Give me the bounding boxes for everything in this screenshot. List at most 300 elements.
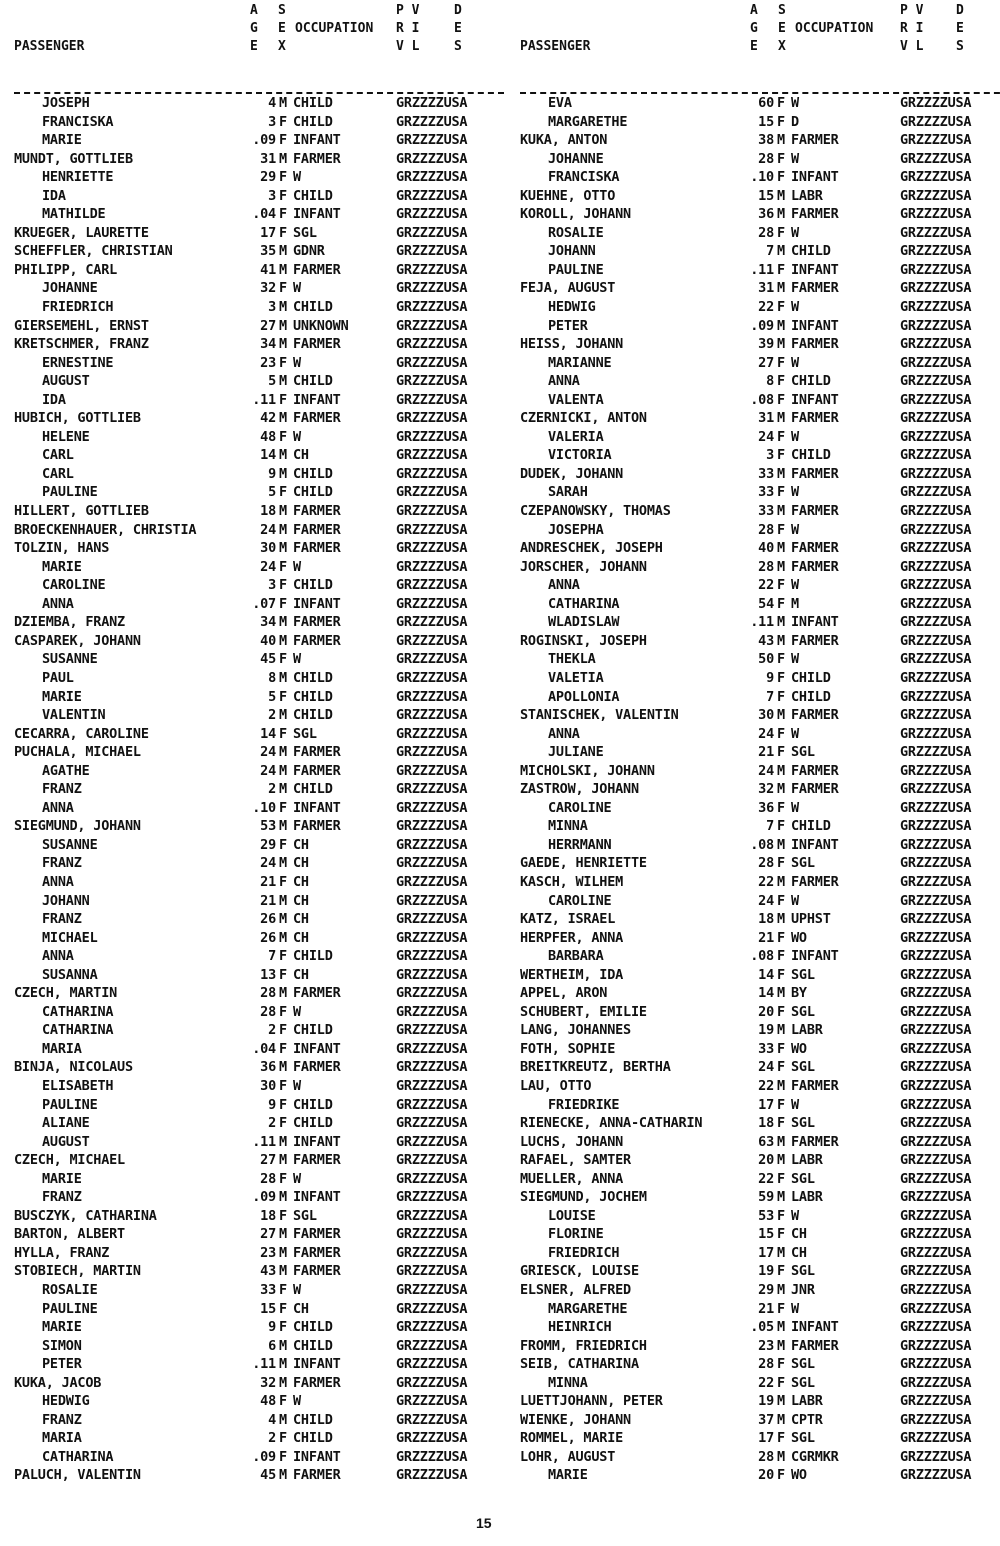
passenger-row [520,613,1000,632]
passenger-occupation: INFANT [293,1133,341,1150]
passenger-occupation: FARMER [791,1077,839,1094]
passenger-occupation: CHILD [293,1115,333,1132]
passenger-row [14,929,504,948]
passenger-occupation: INFANT [791,391,839,408]
passenger-age: 3 [268,299,276,316]
passenger-occupation: SGL [791,1430,815,1447]
passenger-pvd: GRZZZZUSA [900,855,972,872]
passenger-row [14,1077,504,1096]
passenger-name: HEDWIG [42,1393,90,1410]
passenger-occupation: CHILD [293,187,333,204]
passenger-age: 20 [758,1003,774,1020]
passenger-row [14,558,504,577]
passenger-pvd: GRZZZZUSA [900,317,972,334]
passenger-row [520,1040,1000,1059]
passenger-row [14,725,504,744]
passenger-name: CATHARINA [42,1448,114,1465]
passenger-header: PASSENGER [14,39,85,54]
passenger-age: 18 [260,503,276,520]
passenger-occupation: CHILD [293,299,333,316]
passenger-occupation: FARMER [293,1152,341,1169]
passenger-name: KRUEGER, LAURETTE [14,224,149,241]
passenger-occupation: CPTR [791,1411,823,1428]
passenger-age: 29 [260,169,276,186]
passenger-sex: M [279,261,287,278]
passenger-age: 32 [260,1374,276,1391]
passenger-sex: F [777,1226,785,1243]
passenger-occupation: FARMER [791,410,839,427]
passenger-sex: F [279,1448,287,1465]
passenger-occupation: CHILD [293,484,333,501]
passenger-pvd: GRZZZZUSA [900,410,972,427]
passenger-name: DZIEMBA, FRANZ [14,614,125,631]
passenger-row [520,298,1000,317]
passenger-name: PHILIPP, CARL [14,261,118,278]
passenger-sex: M [279,762,287,779]
passenger-age: 32 [758,781,774,798]
passenger-sex: F [279,280,287,297]
passenger-sex: F [279,113,287,130]
passenger-age: 3 [268,187,276,204]
passenger-occupation: CHILD [293,95,333,111]
passenger-pvd: GRZZZZUSA [396,1003,468,1020]
passenger-pvd: GRZZZZUSA [396,1374,468,1391]
passenger-age: .09 [252,1189,276,1206]
passenger-age: 48 [260,428,276,445]
passenger-pvd: GRZZZZUSA [396,948,468,965]
passenger-age: 22 [758,1374,774,1391]
passenger-row [520,1170,1000,1189]
pv-header-3: V L [900,39,924,54]
passenger-name: ZASTROW, JOHANN [520,781,639,798]
passenger-sex: F [777,447,785,464]
passenger-sex: M [279,1263,287,1280]
passenger-row [14,1225,504,1244]
passenger-sex: M [777,465,785,482]
passenger-name: SCHEFFLER, CHRISTIAN [14,243,173,260]
passenger-occupation: CHILD [293,1337,333,1354]
passenger-age: .10 [750,169,774,186]
passenger-occupation: FARMER [293,744,341,761]
passenger-sex: M [777,632,785,649]
passenger-pvd: GRZZZZUSA [396,336,468,353]
passenger-age: .10 [252,799,276,816]
passenger-name: SIEGMUND, JOHANN [14,818,141,835]
passenger-row [520,929,1000,948]
passenger-pvd: GRZZZZUSA [900,799,972,816]
passenger-occupation: CH [293,836,309,853]
passenger-row [520,1003,1000,1022]
passenger-name: AUGUST [42,373,90,390]
passenger-age: 45 [260,1467,276,1484]
passenger-row [520,984,1000,1003]
passenger-pvd: GRZZZZUSA [396,855,468,872]
passenger-sex: F [777,261,785,278]
passenger-pvd: GRZZZZUSA [900,577,972,594]
passenger-sex: M [777,1411,785,1428]
passenger-sex: F [777,113,785,130]
passenger-pvd: GRZZZZUSA [900,187,972,204]
passenger-row [520,539,1000,558]
passenger-row [14,1262,504,1281]
passenger-age: 15 [758,113,774,130]
passenger-name: WIENKE, JOHANN [520,1411,631,1428]
passenger-sex: M [777,503,785,520]
passenger-age: 53 [758,1207,774,1224]
passenger-name: SIMON [42,1337,82,1354]
passenger-row [520,1300,1000,1319]
passenger-age: 28 [260,985,276,1002]
passenger-name: FRIEDRICH [42,299,114,316]
passenger-pvd: GRZZZZUSA [396,187,468,204]
passenger-age: 9 [268,1319,276,1336]
passenger-sex: F [777,484,785,501]
passenger-pvd: GRZZZZUSA [396,985,468,1002]
passenger-occupation: WO [791,929,807,946]
passenger-row [520,1244,1000,1263]
passenger-occupation: SGL [791,744,815,761]
passenger-occupation: M [791,595,799,612]
passenger-name: MARIA [42,1430,82,1447]
passenger-row [14,1188,504,1207]
passenger-age: 24 [758,1059,774,1076]
passenger-age: 26 [260,929,276,946]
passenger-sex: M [279,521,287,538]
passenger-name: PETER [42,1356,82,1373]
passenger-name: ANDRESCHEK, JOSEPH [520,540,663,557]
passenger-name: WLADISLAW [548,614,620,631]
passenger-name: HELENE [42,428,90,445]
passenger-name: ANNA [548,725,580,742]
passenger-sex: M [777,911,785,928]
passenger-pvd: GRZZZZUSA [396,929,468,946]
passenger-pvd: GRZZZZUSA [900,169,972,186]
passenger-name: IDA [42,187,66,204]
passenger-row [520,966,1000,985]
passenger-name: BREITKREUTZ, BERTHA [520,1059,671,1076]
passenger-name: JOHANNE [548,150,604,167]
passenger-name: LAU, OTTO [520,1077,592,1094]
passenger-occupation: W [791,428,799,445]
passenger-sex: M [777,1022,785,1039]
passenger-row [520,1374,1000,1393]
passenger-row [520,1188,1000,1207]
passenger-pvd: GRZZZZUSA [396,1282,468,1298]
passenger-name: VALENTA [548,391,604,408]
passenger-age: 4 [268,95,276,111]
passenger-age: 22 [758,299,774,316]
passenger-pvd: GRZZZZUSA [396,873,468,890]
passenger-row [14,1058,504,1077]
passenger-sex: F [777,391,785,408]
sex-header-2: E [278,21,286,36]
passenger-row [14,521,504,540]
passenger-occupation: BY [791,985,807,1002]
passenger-age: 15 [758,187,774,204]
passenger-occupation: CHILD [293,688,333,705]
passenger-row [14,1318,504,1337]
passenger-age: .09 [252,132,276,149]
passenger-occupation: CHILD [791,818,831,835]
passenger-pvd: GRZZZZUSA [396,1448,468,1465]
passenger-pvd: GRZZZZUSA [396,373,468,390]
passenger-sex: F [279,224,287,241]
passenger-occupation: FARMER [293,818,341,835]
passenger-row [14,1096,504,1115]
passenger-pvd: GRZZZZUSA [396,354,468,371]
passenger-pvd: GRZZZZUSA [396,503,468,520]
passenger-name: BARTON, ALBERT [14,1226,125,1243]
passenger-occupation: CHILD [791,688,831,705]
passenger-row [14,762,504,781]
age-header-2: G [250,21,258,36]
passenger-pvd: GRZZZZUSA [396,299,468,316]
passenger-pvd: GRZZZZUSA [900,206,972,223]
passenger-name: CASPAREK, JOHANN [14,632,141,649]
passenger-age: 31 [758,280,774,297]
passenger-sex: M [777,1319,785,1336]
passenger-row [520,1392,1000,1411]
passenger-age: 3 [268,577,276,594]
passenger-name: LOUISE [548,1207,596,1224]
passenger-row [14,483,504,502]
passenger-age: 8 [766,373,774,390]
passenger-age: 21 [758,744,774,761]
passenger-occupation: FARMER [791,503,839,520]
passenger-row [520,799,1000,818]
passenger-sex: M [279,1356,287,1373]
passenger-pvd: GRZZZZUSA [900,1467,972,1484]
passenger-sex: F [279,1430,287,1447]
passenger-pvd: GRZZZZUSA [900,614,972,631]
passenger-name: ANNA [42,948,74,965]
passenger-age: 19 [758,1022,774,1039]
passenger-row [520,892,1000,911]
age-header-3: E [250,39,258,54]
passenger-row [14,261,504,280]
passenger-row [14,984,504,1003]
passenger-pvd: GRZZZZUSA [396,484,468,501]
passenger-age: 29 [260,836,276,853]
passenger-occupation: CH [791,1244,807,1261]
passenger-row [520,168,1000,187]
passenger-name: STANISCHEK, VALENTIN [520,707,679,724]
passenger-pvd: GRZZZZUSA [900,1300,972,1317]
passenger-sex: F [279,1300,287,1317]
passenger-row [14,168,504,187]
passenger-name: EVA [548,95,572,111]
passenger-sex: M [279,410,287,427]
passenger-age: .04 [252,1040,276,1057]
passenger-row [520,224,1000,243]
passenger-row [14,1133,504,1152]
passenger-occupation: W [791,299,799,316]
passenger-occupation: FARMER [293,336,341,353]
passenger-row [520,743,1000,762]
passenger-row [520,1021,1000,1040]
passenger-age: .08 [750,391,774,408]
passenger-name: GIERSEMEHL, ERNST [14,317,149,334]
passenger-occupation: INFANT [791,261,839,278]
passenger-occupation: W [791,224,799,241]
passenger-occupation: FARMER [293,614,341,631]
passenger-name: CZECH, MICHAEL [14,1152,125,1169]
passenger-age: 24 [758,892,774,909]
passenger-row [14,910,504,929]
passenger-pvd: GRZZZZUSA [396,966,468,983]
passenger-occupation: W [791,577,799,594]
passenger-name: VALETIA [548,669,604,686]
passenger-row [14,279,504,298]
passenger-row [14,502,504,521]
passenger-age: 28 [758,224,774,241]
passenger-name: STOBIECH, MARTIN [14,1263,141,1280]
passenger-name: PAULINE [42,1096,98,1113]
passenger-sex: F [279,948,287,965]
passenger-occupation: CH [293,911,309,928]
passenger-age: 6 [268,1337,276,1354]
passenger-pvd: GRZZZZUSA [900,280,972,297]
passenger-name: ELISABETH [42,1077,114,1094]
passenger-pvd: GRZZZZUSA [396,1022,468,1039]
passenger-pvd: GRZZZZUSA [396,651,468,668]
passenger-row [14,613,504,632]
passenger-row [14,743,504,762]
passenger-age: 22 [758,1077,774,1094]
passenger-row [520,873,1000,892]
passenger-row [520,1077,1000,1096]
passenger-pvd: GRZZZZUSA [900,1040,972,1057]
passenger-row [14,187,504,206]
passenger-sex: M [279,540,287,557]
passenger-row [14,1021,504,1040]
passenger-age: 4 [268,1411,276,1428]
passenger-occupation: LABR [791,1189,823,1206]
passenger-row [520,725,1000,744]
passenger-age: 3 [268,113,276,130]
passenger-occupation: LABR [791,1152,823,1169]
passenger-pvd: GRZZZZUSA [396,1337,468,1354]
passenger-sex: M [777,558,785,575]
passenger-occupation: W [791,892,799,909]
passenger-pvd: GRZZZZUSA [396,818,468,835]
passenger-pvd: GRZZZZUSA [900,911,972,928]
passenger-name: VICTORIA [548,447,612,464]
passenger-occupation: CH [293,447,309,464]
passenger-occupation: LABR [791,1022,823,1039]
passenger-name: CECARRA, CAROLINE [14,725,149,742]
passenger-age: 2 [268,1115,276,1132]
pv-header-2: R I [396,21,420,36]
passenger-row [520,465,1000,484]
passenger-occupation: FARMER [293,410,341,427]
passenger-sex: F [777,299,785,316]
passenger-row [520,780,1000,799]
passenger-name: MARGARETHE [548,113,628,130]
passenger-name: HUBICH, GOTTLIEB [14,410,141,427]
passenger-age: 39 [758,336,774,353]
passenger-pvd: GRZZZZUSA [900,1189,972,1206]
passenger-pvd: GRZZZZUSA [396,1393,468,1410]
sex-header-3: X [278,39,286,54]
passenger-age: 27 [260,317,276,334]
passenger-age: 28 [758,1448,774,1465]
passenger-name: BUSCZYK, CATHARINA [14,1207,157,1224]
passenger-pvd: GRZZZZUSA [900,1319,972,1336]
passenger-age: 8 [268,669,276,686]
passenger-name: APPEL, ARON [520,985,608,1002]
passenger-row [520,1225,1000,1244]
passenger-age: 24 [758,762,774,779]
passenger-pvd: GRZZZZUSA [900,261,972,278]
passenger-pvd: GRZZZZUSA [396,169,468,186]
passenger-occupation: FARMER [293,503,341,520]
right-column [520,0,1000,1484]
passenger-row [520,1207,1000,1226]
passenger-pvd: GRZZZZUSA [396,391,468,408]
passenger-pvd: GRZZZZUSA [396,243,468,260]
passenger-sex: M [777,280,785,297]
passenger-header: PASSENGER [520,39,591,54]
passenger-sex: M [279,1226,287,1243]
passenger-age: 28 [260,1170,276,1187]
passenger-occupation: FARMER [293,632,341,649]
passenger-row [520,854,1000,873]
passenger-occupation: INFANT [293,799,341,816]
passenger-age: 3 [766,447,774,464]
passenger-name: LANG, JOHANNES [520,1022,631,1039]
passenger-occupation: W [791,799,799,816]
passenger-row [14,224,504,243]
passenger-sex: F [777,1170,785,1187]
passenger-age: 28 [260,1003,276,1020]
passenger-occupation: FARMER [791,540,839,557]
passenger-row [14,1429,504,1448]
passenger-pvd: GRZZZZUSA [396,1356,468,1373]
passenger-sex: M [279,1189,287,1206]
passenger-sex: M [279,336,287,353]
passenger-occupation: W [791,651,799,668]
passenger-sex: F [777,1374,785,1391]
passenger-row [520,836,1000,855]
passenger-sex: M [279,373,287,390]
passenger-occupation: SGL [293,224,317,241]
passenger-sex: M [777,1152,785,1169]
passenger-sex: F [777,929,785,946]
passenger-name: KASCH, WILHEM [520,873,624,890]
passenger-row [520,1262,1000,1281]
passenger-pvd: GRZZZZUSA [396,762,468,779]
passenger-pvd: GRZZZZUSA [396,595,468,612]
passenger-row [14,966,504,985]
passenger-age: 23 [260,354,276,371]
passenger-sex: M [777,187,785,204]
passenger-occupation: CHILD [791,447,831,464]
passenger-pvd: GRZZZZUSA [900,1411,972,1428]
passenger-pvd: GRZZZZUSA [900,150,972,167]
passenger-pvd: GRZZZZUSA [900,465,972,482]
passenger-name: KUEHNE, OTTO [520,187,616,204]
passenger-pvd: GRZZZZUSA [396,1467,468,1484]
passenger-sex: F [279,1170,287,1187]
passenger-name: IDA [42,391,66,408]
passenger-pvd: GRZZZZUSA [900,669,972,686]
passenger-row [14,688,504,707]
passenger-pvd: GRZZZZUSA [396,1040,468,1057]
passenger-name: MARIE [42,1319,82,1336]
passenger-age: 17 [260,224,276,241]
passenger-name: MARIE [42,558,82,575]
